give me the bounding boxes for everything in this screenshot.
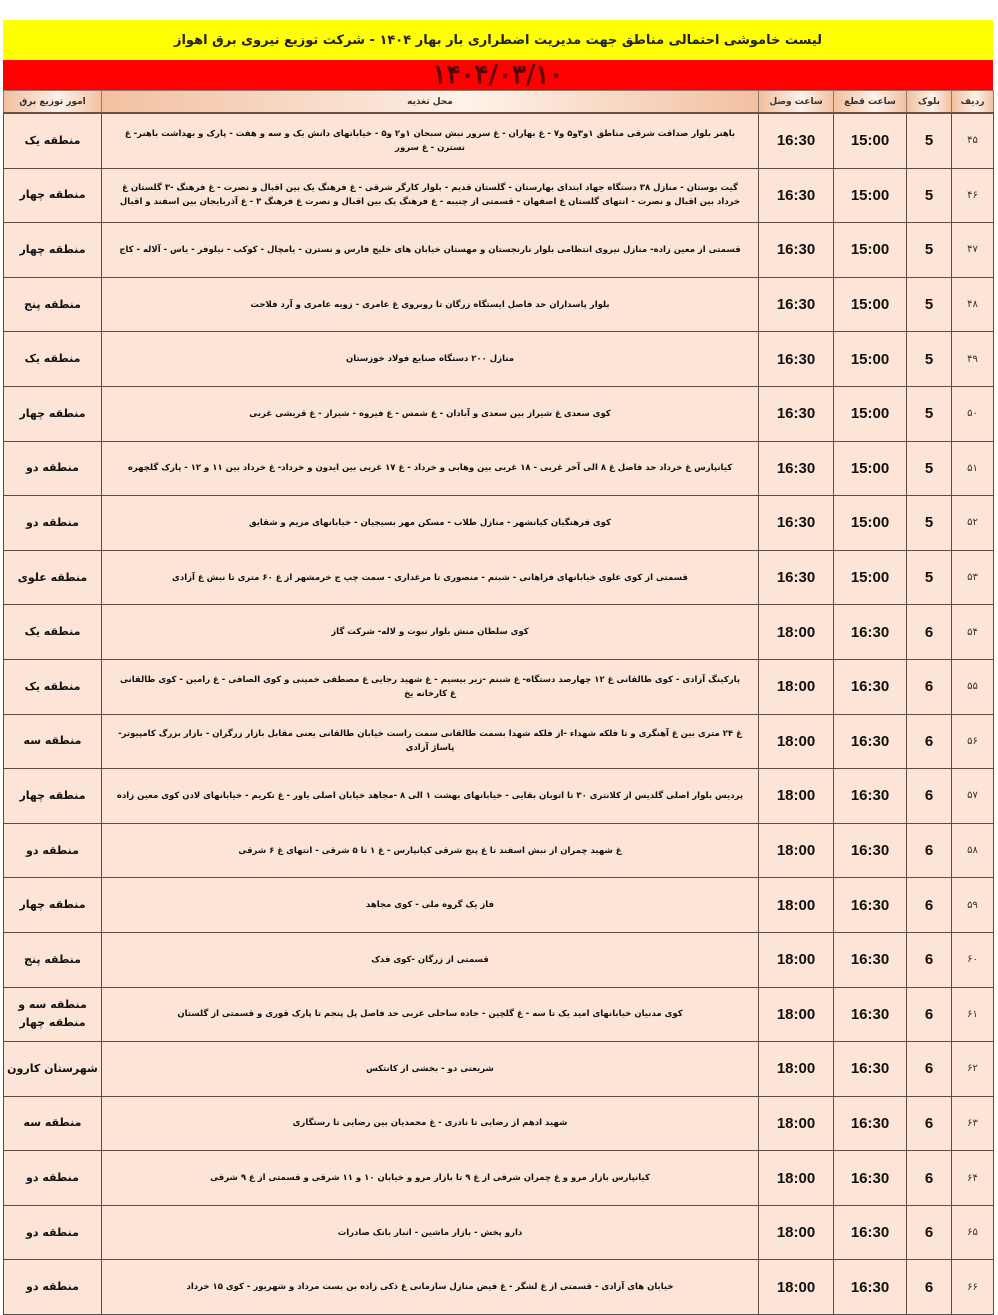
block-cell: 6 [907, 714, 952, 769]
region-cell: منطقه دو [4, 823, 102, 878]
block-cell: 6 [907, 1151, 952, 1206]
row-number-cell: ۵۷ [952, 769, 994, 824]
on-time-cell: 16:30 [759, 168, 834, 223]
area-cell: کیانپارس غ خرداد حد فاصل غ ۸ الی آخر غربی - ۱۸ غربی بین وهابی و خرداد - غ ۱۷ غربی بین ایدون و خرداد- غ خرداد بین ۱۱ و ۱۲ - پارک گلچهره [102, 441, 759, 496]
block-cell: 6 [907, 659, 952, 714]
region-cell: منطقه یک [4, 113, 102, 168]
table-row [4, 332, 994, 387]
off-time-cell: 15:00 [834, 496, 907, 551]
header-block: بلوک [907, 91, 952, 114]
area-cell: قسمتی از زرگان -کوی فدک [102, 932, 759, 987]
table-row [4, 386, 994, 441]
off-time-cell: 15:00 [834, 223, 907, 278]
off-time-cell: 16:30 [834, 769, 907, 824]
area-cell: گیت بوستان - منازل ۳۸ دستگاه جهاد ابتدای بهارستان - گلستان قدیم - بلوار کارگر شرقی - غ فرهنگ یک بین اقبال و نصرت - غ فرهنگ -۳ گلستان غ خرداد بین اقبال و نصرت - انتهای گلستان غ اصفهان - قسمتی از چنیبه - غ فرهنگ یک بین اقبال و نصرت غ فرهنگ ۳ - غ آذربایجان بین اسفند و اقبال [102, 168, 759, 223]
table-row [4, 769, 994, 824]
on-time-cell: 16:30 [759, 386, 834, 441]
header-on-time: ساعت وصل [759, 91, 834, 114]
block-cell: 5 [907, 277, 952, 332]
table-row [4, 496, 994, 551]
region-cell: منطقه یک [4, 605, 102, 660]
area-cell: کوی سلطان منش بلوار نبوت و لاله- شرکت گاز [102, 605, 759, 660]
region-cell: منطقه علوی [4, 550, 102, 605]
table-row [4, 1042, 994, 1097]
area-cell: کیانپارس بازار مرو و غ چمران شرقی از غ ۹ تا بازار مرو و خیابان ۱۰ و ۱۱ شرقی و قسمتی از غ ۹ شرقی [102, 1151, 759, 1206]
block-cell: 6 [907, 605, 952, 660]
off-time-cell: 16:30 [834, 932, 907, 987]
row-number-cell: ۵۵ [952, 659, 994, 714]
on-time-cell: 16:30 [759, 223, 834, 278]
on-time-cell: 18:00 [759, 605, 834, 660]
region-cell: منطقه پنج [4, 932, 102, 987]
table-row [4, 932, 994, 987]
block-cell: 6 [907, 878, 952, 933]
region-cell: منطقه یک [4, 659, 102, 714]
block-cell: 5 [907, 113, 952, 168]
row-number-cell: ۶۰ [952, 932, 994, 987]
off-time-cell: 15:00 [834, 441, 907, 496]
region-cell: منطقه چهار [4, 386, 102, 441]
area-cell: غ شهید چمران از نبش اسفند تا غ پنج شرقی کیانپارس - غ ۱ تا ۵ شرقی - انتهای غ ۶ شرقی [102, 823, 759, 878]
header-area: محل تغذیه [102, 91, 759, 114]
area-cell: باهنر بلوار صداقت شرقی مناطق ۱و۳و۵ و۷ - غ بهاران - غ سرور نبش سبحان ۱و۲ و۵ - خیابانهای دانش یک و سه و هفت - پارک و بهداشت باهنر- غ نسترن - غ سرور [102, 113, 759, 168]
document-title: لیست خاموشی احتمالی مناطق جهت مدیریت اضطراری بار بهار ۱۴۰۴ - شرکت توزیع نیروی برق اهواز [3, 20, 993, 60]
on-time-cell: 16:30 [759, 496, 834, 551]
row-number-cell: ۵۹ [952, 878, 994, 933]
header-row-number: ردیف [952, 91, 994, 114]
area-cell: دارو پخش - بازار ماشین - انبار بانک صادرات [102, 1205, 759, 1260]
region-cell: منطقه چهار [4, 223, 102, 278]
table-row [4, 1151, 994, 1206]
off-time-cell: 16:30 [834, 1042, 907, 1097]
table-row [4, 987, 994, 1042]
outage-schedule-sheet [3, 20, 993, 1315]
on-time-cell: 16:30 [759, 277, 834, 332]
block-cell: 6 [907, 1260, 952, 1315]
block-cell: 6 [907, 1042, 952, 1097]
table-row [4, 223, 994, 278]
off-time-cell: 16:30 [834, 1151, 907, 1206]
area-cell: غ ۲۴ متری بین غ آهنگری و تا فلکه شهداء -از فلکه شهدا بسمت طالقانی سمت راست خیابان طالقانی یعنی مقابل بازار زرگران - بازار بزرگ کامپیوتر- پاساژ آزادی [102, 714, 759, 769]
block-cell: 5 [907, 168, 952, 223]
table-row [4, 1260, 994, 1315]
on-time-cell: 18:00 [759, 1042, 834, 1097]
row-number-cell: ۴۶ [952, 168, 994, 223]
area-cell: قسمتی از معین زاده- منازل نیروی انتظامی بلوار نارنجستان و مهستان خیابان های خلیج فارس و نسترن - یامچال - کوکب - نیلوفر - یاس - آلاله - کاج [102, 223, 759, 278]
area-cell: منازل ۲۰۰ دستگاه صنایع فولاد خوزستان [102, 332, 759, 387]
off-time-cell: 16:30 [834, 1260, 907, 1315]
on-time-cell: 18:00 [759, 1260, 834, 1315]
row-number-cell: ۵۶ [952, 714, 994, 769]
outage-table [3, 90, 994, 1315]
area-cell: شریعتی دو - بخشی از کانتکس [102, 1042, 759, 1097]
row-number-cell: ۶۲ [952, 1042, 994, 1097]
table-row [4, 1205, 994, 1260]
area-cell: قسمتی از کوی علوی خیابانهای فراهانی - شبنم - منصوری تا مرغداری - سمت چپ ج خرمشهر از غ ۶۰ متری تا نبش غ آزادی [102, 550, 759, 605]
table-row [4, 168, 994, 223]
region-cell: منطقه سه [4, 714, 102, 769]
region-cell: منطقه چهار [4, 168, 102, 223]
off-time-cell: 16:30 [834, 878, 907, 933]
off-time-cell: 15:00 [834, 550, 907, 605]
row-number-cell: ۴۵ [952, 113, 994, 168]
area-cell: کوی سعدی غ شیراز بین سعدی و آبادان - غ شمس - غ فیروه - شیراز - غ قریشی غربی [102, 386, 759, 441]
table-row [4, 714, 994, 769]
table-row [4, 605, 994, 660]
region-cell: منطقه چهار [4, 769, 102, 824]
on-time-cell: 16:30 [759, 441, 834, 496]
on-time-cell: 16:30 [759, 550, 834, 605]
area-cell: پارکینگ آزادی - کوی طالقانی غ ۱۲ چهارصد دستگاه- غ شبنم -زیر بیسیم - غ شهید رجایی غ مصطفی خمینی و کوی الصافی - غ رامین - کوی طالقانی غ کارخانه یخ [102, 659, 759, 714]
block-cell: 5 [907, 386, 952, 441]
block-cell: 5 [907, 332, 952, 387]
on-time-cell: 18:00 [759, 1205, 834, 1260]
block-cell: 6 [907, 1205, 952, 1260]
region-cell: منطقه دو [4, 1205, 102, 1260]
off-time-cell: 16:30 [834, 714, 907, 769]
block-cell: 6 [907, 987, 952, 1042]
row-number-cell: ۶۶ [952, 1260, 994, 1315]
block-cell: 5 [907, 223, 952, 278]
schedule-date: ۱۴۰۴/۰۳/۱۰ [3, 60, 993, 90]
off-time-cell: 16:30 [834, 987, 907, 1042]
block-cell: 5 [907, 441, 952, 496]
on-time-cell: 18:00 [759, 932, 834, 987]
off-time-cell: 16:30 [834, 823, 907, 878]
block-cell: 6 [907, 1096, 952, 1151]
row-number-cell: ۵۱ [952, 441, 994, 496]
area-cell: شهید ادهم از رضایی تا نادری - غ محمدیان بین رضایی تا رستگاری [102, 1096, 759, 1151]
area-cell: کوی فرهنگیان کیانشهر - منازل طلاب - مسکن مهر بسیجیان - خیابانهای مریم و شقایق [102, 496, 759, 551]
on-time-cell: 18:00 [759, 878, 834, 933]
on-time-cell: 18:00 [759, 823, 834, 878]
block-cell: 5 [907, 550, 952, 605]
row-number-cell: ۵۰ [952, 386, 994, 441]
table-row [4, 441, 994, 496]
row-number-cell: ۴۹ [952, 332, 994, 387]
table-row [4, 277, 994, 332]
off-time-cell: 16:30 [834, 605, 907, 660]
off-time-cell: 15:00 [834, 168, 907, 223]
on-time-cell: 18:00 [759, 714, 834, 769]
row-number-cell: ۶۱ [952, 987, 994, 1042]
area-cell: کوی مدنیان خیابانهای امید یک تا سه - غ گلچین - جاده ساحلی غربی حد فاصل پل پنجم تا پارک قوری و قسمتی از گلستان [102, 987, 759, 1042]
off-time-cell: 15:00 [834, 332, 907, 387]
region-cell: منطقه پنج [4, 277, 102, 332]
region-cell: شهرستان کارون [4, 1042, 102, 1097]
off-time-cell: 16:30 [834, 659, 907, 714]
region-cell: منطقه سه [4, 1096, 102, 1151]
on-time-cell: 18:00 [759, 1151, 834, 1206]
region-cell: منطقه یک [4, 332, 102, 387]
table-row [4, 878, 994, 933]
block-cell: 6 [907, 769, 952, 824]
block-cell: 6 [907, 823, 952, 878]
row-number-cell: ۴۸ [952, 277, 994, 332]
header-region: امور توزیع برق [4, 91, 102, 114]
area-cell: پردیس بلوار اصلی گلدیس از کلانتری ۳۰ تا اتوبان بقایی - خیابانهای بهشت ۱ الی ۸ -مجاهد خیابان اصلی یاور - غ تکریم - خیابانهای لادن کوی معین زاده [102, 769, 759, 824]
table-row [4, 550, 994, 605]
off-time-cell: 16:30 [834, 1205, 907, 1260]
on-time-cell: 18:00 [759, 659, 834, 714]
region-cell: منطقه دو [4, 1151, 102, 1206]
region-cell: منطقه سه و منطقه چهار [4, 987, 102, 1042]
row-number-cell: ۵۸ [952, 823, 994, 878]
off-time-cell: 16:30 [834, 1096, 907, 1151]
off-time-cell: 15:00 [834, 386, 907, 441]
region-cell: منطقه دو [4, 1260, 102, 1315]
on-time-cell: 18:00 [759, 987, 834, 1042]
row-number-cell: ۵۴ [952, 605, 994, 660]
on-time-cell: 18:00 [759, 769, 834, 824]
row-number-cell: ۶۴ [952, 1151, 994, 1206]
table-row [4, 113, 994, 168]
table-row [4, 1096, 994, 1151]
row-number-cell: ۵۳ [952, 550, 994, 605]
on-time-cell: 16:30 [759, 332, 834, 387]
region-cell: منطقه چهار [4, 878, 102, 933]
region-cell: منطقه دو [4, 441, 102, 496]
row-number-cell: ۵۲ [952, 496, 994, 551]
table-row [4, 823, 994, 878]
on-time-cell: 16:30 [759, 113, 834, 168]
area-cell: خیابان های آزادی - قسمتی از غ لشگر - غ فیض منازل سازمانی غ ذکی زاده بن بست مرداد و شهریور - کوی ۱۵ خرداد [102, 1260, 759, 1315]
row-number-cell: ۶۳ [952, 1096, 994, 1151]
on-time-cell: 18:00 [759, 1096, 834, 1151]
table-header-row [4, 91, 994, 114]
area-cell: بلوار پاسداران حد فاصل ایستگاه زرگان تا روبروی غ عامری - زویه عامری و آرد فلاحت [102, 277, 759, 332]
region-cell: منطقه دو [4, 496, 102, 551]
off-time-cell: 15:00 [834, 113, 907, 168]
header-off-time: ساعت قطع [834, 91, 907, 114]
row-number-cell: ۶۵ [952, 1205, 994, 1260]
row-number-cell: ۴۷ [952, 223, 994, 278]
area-cell: فاز یک گروه ملی - کوی مجاهد [102, 878, 759, 933]
off-time-cell: 15:00 [834, 277, 907, 332]
table-row [4, 659, 994, 714]
block-cell: 5 [907, 496, 952, 551]
block-cell: 6 [907, 932, 952, 987]
table-body [4, 113, 994, 1315]
